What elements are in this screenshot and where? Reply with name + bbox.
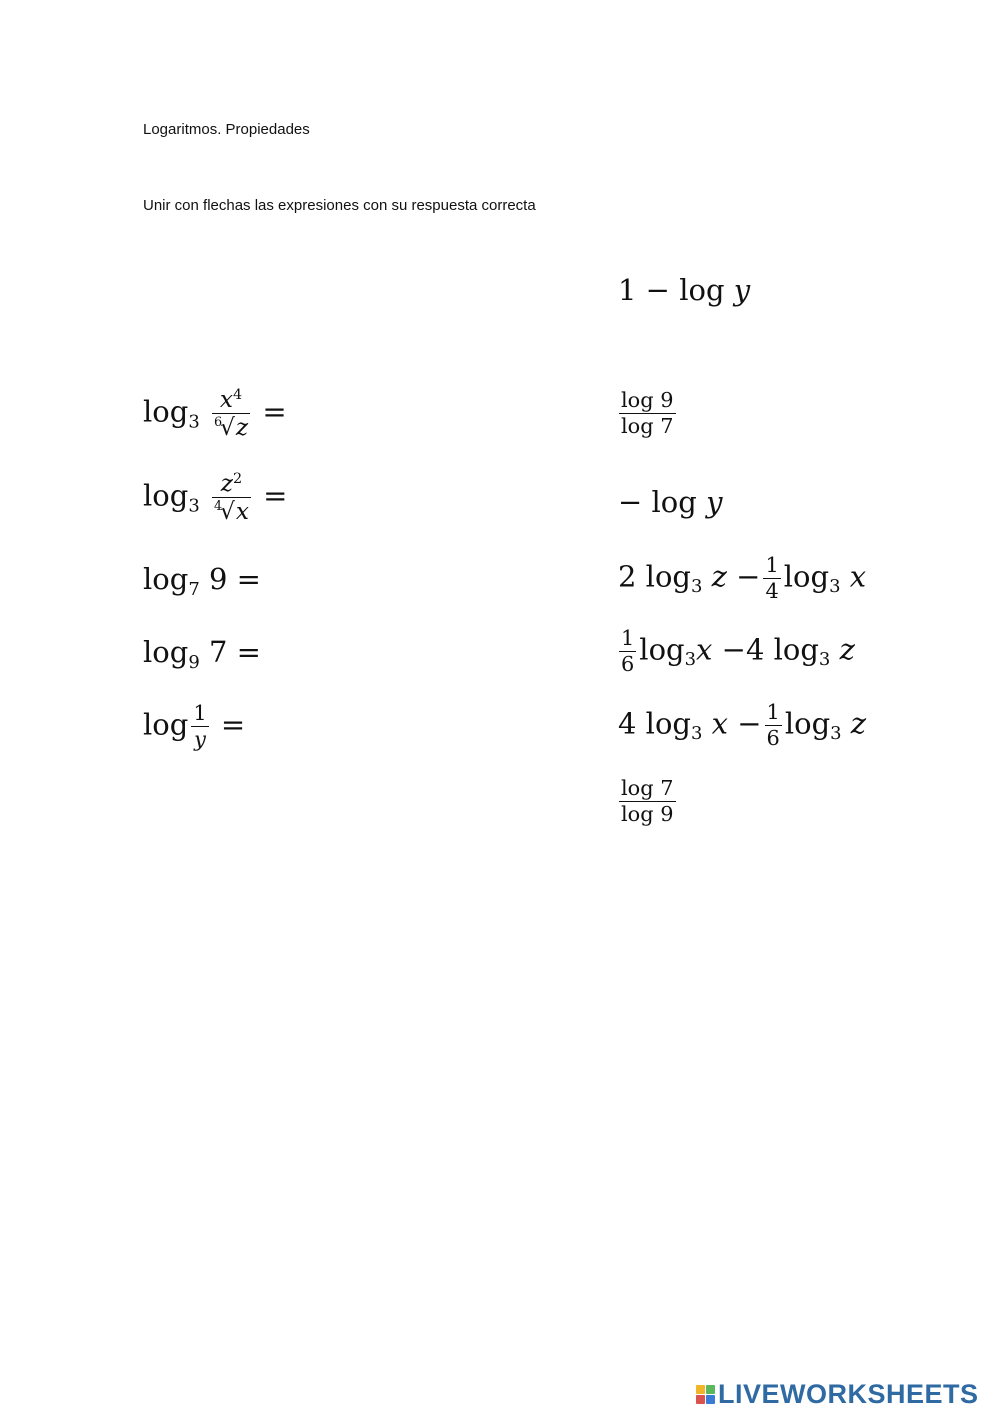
right-answer-5[interactable]: $\frac{1}{6}$ $\log_3x -4$ $\log_3 z$	[621, 626, 855, 676]
right-answer-3[interactable]: − log y	[618, 485, 723, 519]
document-title: Logaritmos. Propiedades	[143, 121, 310, 138]
logo-text: LIVEWORKSHEETS	[718, 1378, 979, 1409]
logo-mark-icon	[696, 1385, 715, 1404]
right-answer-6[interactable]: 4 $\log_3 x$ − $\frac{1}{6}$ $\log_3 z$	[618, 700, 867, 750]
left-expression-2[interactable]: $\log_3$ $\frac{z^2}{^4√x}$ =	[143, 470, 288, 526]
instruction-text: Unir con flechas las expresiones con su respuesta correcta	[143, 197, 536, 214]
left-expression-1[interactable]: $\log_3$ $\frac{x^4}{^6√z}$ =	[143, 386, 287, 442]
right-answer-1[interactable]: 1 − log y	[618, 273, 751, 307]
right-answer-7[interactable]: $\frac{\log 7}{\log 9}$	[621, 776, 674, 826]
left-expression-5[interactable]: log $\frac{1}{y}$ =	[143, 701, 246, 751]
liveworksheets-logo	[696, 1378, 979, 1410]
left-expression-4[interactable]: $\log_9 7$ =	[143, 635, 261, 673]
right-answer-2[interactable]: $\frac{\log 9}{\log 7}$	[621, 388, 674, 438]
right-answer-4[interactable]: 2 $\log_3 z$ − $\frac{1}{4}$ $\log_3 x$	[618, 553, 867, 603]
left-expression-3[interactable]: $\log_7 9$ =	[143, 562, 261, 600]
